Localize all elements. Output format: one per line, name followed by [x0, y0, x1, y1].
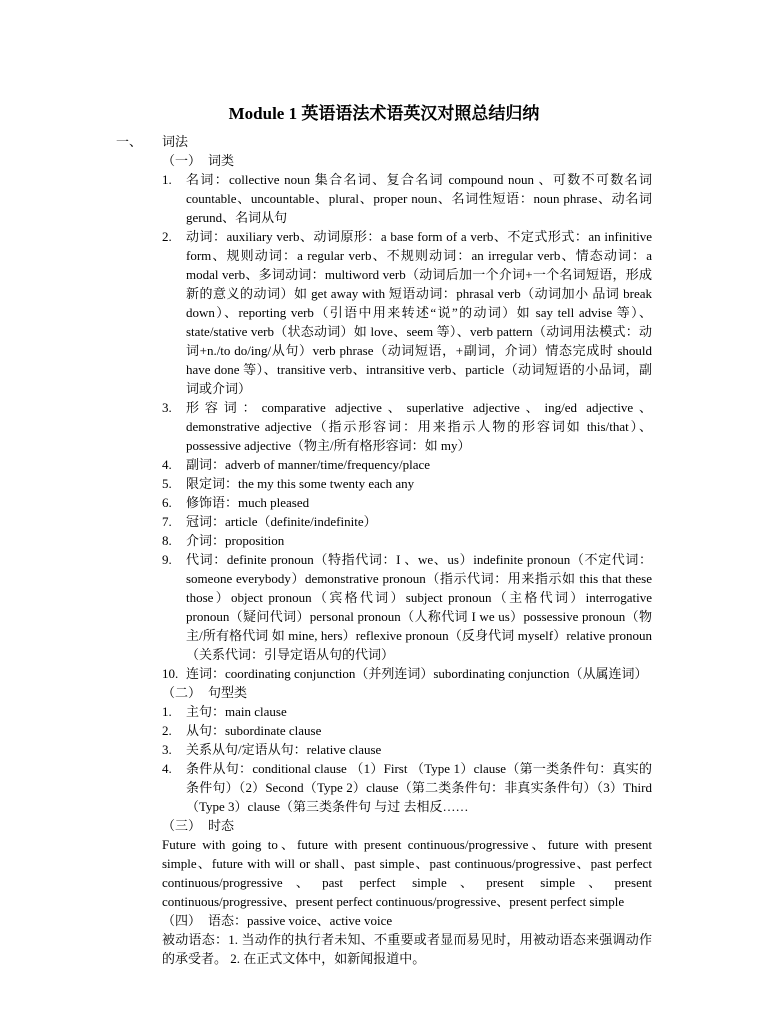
list-item — [162, 170, 652, 227]
list-item — [162, 474, 652, 493]
item-text: 主句：main clause — [186, 704, 287, 719]
list-item — [162, 740, 652, 759]
section-number: （一） — [162, 153, 202, 168]
item-number: 7. — [162, 514, 172, 529]
section-number: （四） — [162, 913, 202, 928]
item-text: 从句：subordinate clause — [186, 723, 322, 738]
tenses-paragraph: Future with going to、future with present continuous/progressive、future with present simple、future with will or shall、past simple、past continuous/progressive、past perfect continuous/progressive、past perfect simple、present simple、present continuous/progressive、present perfect continuous/progressive、present perfect simple — [162, 837, 652, 909]
item-text: 介词：proposition — [186, 533, 285, 548]
list-item — [162, 531, 652, 550]
list-item — [162, 493, 652, 512]
item-text: 条件从句：conditional clause （1）First （Type 1）clause（第一类条件句：真实的条件句）（2）Second（Type 2）clause（第二类条件句：非真实条件句）（3）Third（Type 3）clause（第三类条件句 与过 去相反…… — [186, 761, 652, 814]
item-number: 10. — [162, 666, 179, 681]
list-item — [162, 702, 652, 721]
item-number: 6. — [162, 495, 172, 510]
list-item — [162, 398, 652, 455]
item-number: 1. — [162, 172, 172, 187]
list-item — [162, 455, 652, 474]
item-number: 2. — [162, 723, 172, 738]
section-label: 词类 — [208, 153, 235, 168]
list-item — [162, 721, 652, 740]
list-item — [162, 759, 652, 816]
item-number: 2. — [162, 229, 172, 244]
item-number: 3. — [162, 400, 172, 415]
item-number: 1. — [162, 704, 172, 719]
document-title: Module 1 英语语法术语英汉对照总结归纳 — [228, 104, 540, 123]
item-number: 8. — [162, 533, 172, 548]
item-text: 代词：definite pronoun（特指代词：I 、we、us）indefinite pronoun（不定代词：someone everybody）demonstrative pronoun（指示代词：用来指示如 this that these those）object pronoun（宾格代词）subject pronoun（主格代词）interrogative pronoun（疑问代词）personal pronoun（人称代词 I we us）possessive pronoun（物主/所有格代词 如 mine, hers）reflexive pronoun（反身代词 myself）relative pronoun（关系代词：引导定语从句的代词） — [186, 552, 652, 662]
document-body — [116, 132, 652, 968]
item-text: 名词：collective noun 集合名词、复合名词 compound noun 、可数不可数名词 countable、uncountable、plural、proper noun、名词性短语：noun phrase、动名词gerund、名词从句 — [186, 172, 652, 225]
item-text: 修饰语：much pleased — [186, 495, 310, 510]
item-text: 冠词：article（definite/indefinite） — [186, 514, 377, 529]
section-heading-clauses — [162, 683, 652, 702]
item-number: 4. — [162, 761, 172, 776]
item-number: 4. — [162, 457, 172, 472]
section-number: （三） — [162, 818, 202, 833]
item-number: 5. — [162, 476, 172, 491]
item-number: 9. — [162, 552, 172, 567]
voice-usage-paragraph: 被动语态：1. 当动作的执行者未知、不重要或者显而易见时，用被动语态来强调动作的承受者。 2. 在正式文体中，如新闻报道中。 — [162, 932, 652, 966]
section-label: 句型类 — [208, 685, 248, 700]
part-number: 一、 — [116, 134, 143, 149]
list-item — [162, 227, 652, 398]
section-number: （二） — [162, 685, 202, 700]
section-heading-tenses — [162, 816, 652, 835]
item-text: 关系从句/定语从句：relative clause — [186, 742, 382, 757]
section-heading-word-classes — [162, 151, 652, 170]
section-heading-voice — [162, 911, 652, 930]
section-label: 时态 — [208, 818, 235, 833]
item-text: 副词：adverb of manner/time/frequency/place — [186, 457, 431, 472]
section-label: 语态：passive voice、active voice — [208, 913, 393, 928]
list-item — [162, 664, 652, 683]
item-text: 限定词：the my this some twenty each any — [186, 476, 415, 491]
item-text: 动词：auxiliary verb、动词原形：a base form of a verb、不定式形式：an infinitive form、规则动词：a regular verb、不规则动词：an irregular verb、情态动词：a modal verb、多词动词：multiword verb（动词后加一个介词+一个名词短语，形成新的意义的动词）如 get away with 短语动词：phrasal verb（动词加小 品词 break down）、reporting verb（引语中用来转述“说”的动词）如 say tell advise 等）、state/stative verb（状态动词）如 love、seem 等）、verb pattern（动词用法模式：动词+n./to do/ing/从句）verb phrase（动词短语，+副词，介词）情态完成时 should have done 等）、transitive verb、intransitive verb、particle（动词短语的小品词，副词或介词） — [186, 229, 652, 396]
item-text: 连词：coordinating conjunction（并列连词）subordinating conjunction（从属连词） — [186, 666, 648, 681]
item-text: 形容词：comparative adjective、superlative adjective、ing/ed adjective、demonstrative adjective（指示形容词：用来指示人物的形容词如 this/that）、possessive adjective（物主/所有格形容词：如 my） — [186, 400, 652, 453]
list-item — [162, 550, 652, 664]
part-heading — [116, 132, 652, 151]
part-label: 词法 — [162, 134, 189, 149]
list-item — [162, 512, 652, 531]
item-number: 3. — [162, 742, 172, 757]
